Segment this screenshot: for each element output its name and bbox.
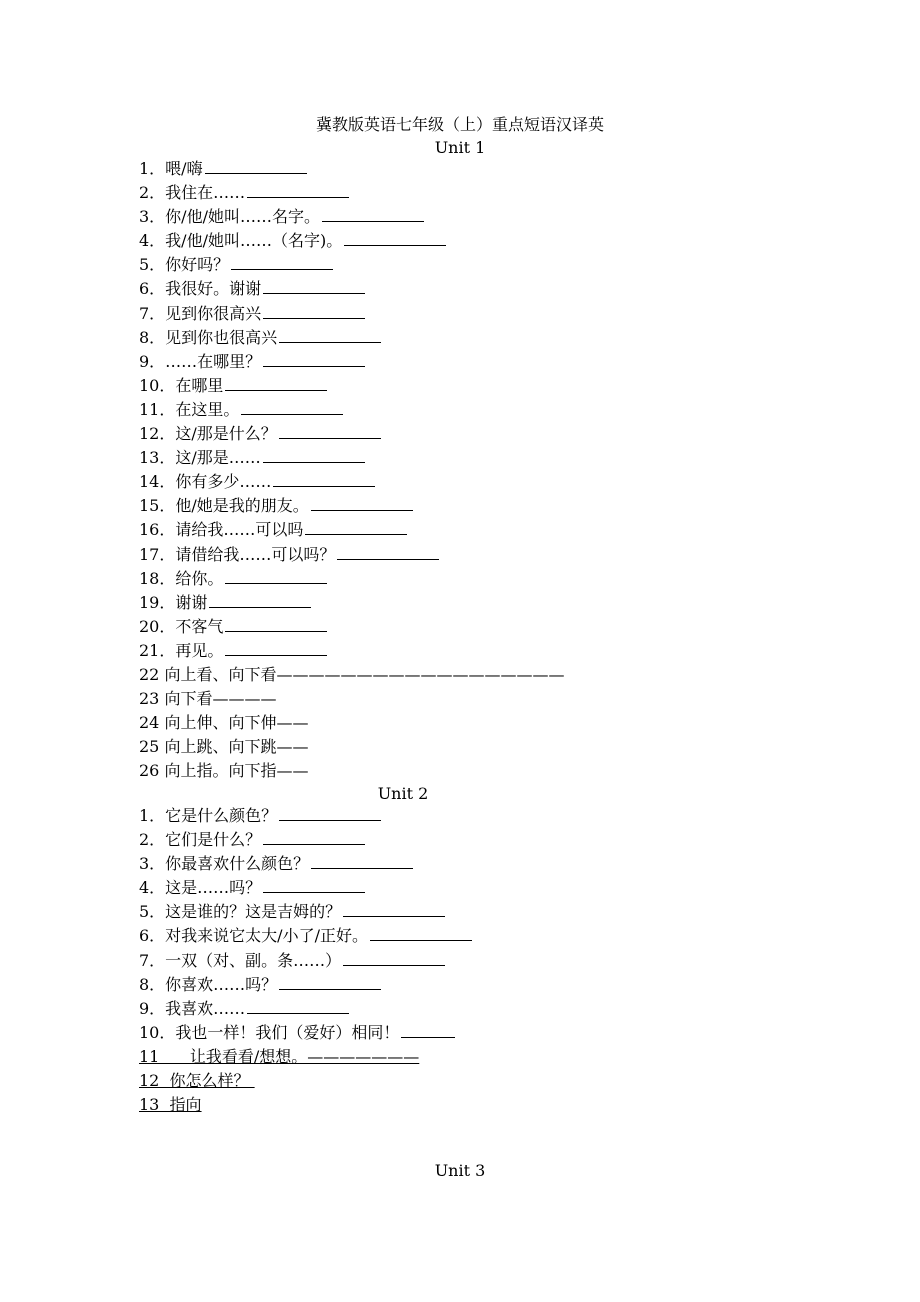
item-text: 5．这是谁的？这是吉姆的？ (139, 902, 342, 922)
answer-blank[interactable] (247, 181, 349, 198)
item-text: 10．在哪里 (139, 375, 224, 395)
list-item (139, 900, 472, 924)
list-item (139, 374, 564, 398)
item-text: 8．你喜欢……吗？ (139, 974, 278, 994)
list-item (139, 852, 472, 876)
answer-blank[interactable] (263, 446, 365, 463)
item-text: 13．这/那是…… (139, 448, 261, 468)
answer-blank[interactable] (225, 639, 327, 656)
list-item (139, 494, 564, 518)
item-text: 23 向下看———— (139, 689, 277, 709)
unit-2-list (139, 804, 472, 1045)
list-item (139, 302, 564, 326)
answer-blank[interactable] (311, 494, 413, 511)
list-item (139, 518, 564, 542)
list-item (139, 997, 472, 1021)
item-text: 5．你好吗？ (139, 255, 230, 275)
answer-blank[interactable] (370, 924, 472, 941)
answer-blank[interactable] (322, 205, 424, 222)
list-item (139, 591, 564, 615)
item-text: 19．谢谢 (139, 592, 208, 612)
answer-blank[interactable] (205, 157, 307, 174)
item-text: 7．一双（对、副。条……） (139, 950, 342, 970)
list-item (139, 711, 564, 735)
item-text: 9．我喜欢…… (139, 998, 246, 1018)
list-item (139, 205, 564, 229)
item-text: 2．它们是什么？ (139, 830, 262, 850)
item-text: 1．它是什么颜色？ (139, 806, 278, 825)
item-text: 1．喂/嗨 (139, 159, 203, 178)
list-item (139, 277, 564, 301)
list-item (139, 543, 564, 567)
item-text: 8．见到你也很高兴 (139, 327, 278, 347)
unit-1-list (139, 157, 564, 783)
item-text: 4．我/他/她叫……（名字)。 (139, 231, 343, 251)
item-text: 14．你有多少…… (139, 472, 272, 492)
list-item (139, 663, 564, 687)
list-item (139, 1045, 419, 1069)
list-item (139, 181, 564, 205)
answer-blank[interactable] (279, 804, 381, 821)
list-item (139, 1021, 472, 1045)
list-item (139, 759, 564, 783)
item-text: 6．我很好。谢谢 (139, 279, 262, 299)
answer-blank[interactable] (263, 828, 365, 845)
answer-blank[interactable] (343, 949, 445, 966)
list-item (139, 398, 564, 422)
item-text: 22 向上看、向下看—————————————————— (139, 664, 565, 684)
item-text: 6．对我来说它太大/小了/正好。 (139, 926, 368, 946)
document-title: 冀教版英语七年级（上）重点短语汉译英 (315, 115, 604, 134)
item-text: 4．这是……吗？ (139, 878, 262, 898)
item-text: 12．这/那是什么？ (139, 424, 277, 444)
answer-blank[interactable] (263, 350, 365, 367)
item-text: 11 让我看看/想想。——————— (139, 1047, 420, 1066)
list-item (139, 350, 564, 374)
item-text: 3．你/他/她叫……名字。 (139, 207, 320, 227)
answer-blank[interactable] (273, 470, 375, 487)
item-text: 18．给你。 (139, 568, 224, 588)
item-text: 17．请借给我……可以吗？ (139, 544, 336, 564)
answer-blank[interactable] (343, 900, 445, 917)
list-item (139, 1069, 419, 1093)
answer-blank[interactable] (279, 422, 381, 439)
unit-2-underlined-list (139, 1045, 419, 1117)
unit-3-heading: Unit 3 (434, 1161, 486, 1180)
answer-blank[interactable] (247, 997, 349, 1014)
list-item (139, 687, 564, 711)
list-item (139, 828, 472, 852)
answer-blank[interactable] (209, 591, 311, 608)
item-text: 25 向上跳、向下跳—— (139, 737, 309, 757)
item-text: 16．请给我……可以吗 (139, 520, 304, 540)
item-text: 12 你怎么样？ (139, 1071, 255, 1091)
item-text: 3．你最喜欢什么颜色？ (139, 854, 310, 874)
list-item (139, 876, 472, 900)
list-item (139, 1093, 419, 1117)
answer-blank[interactable] (263, 302, 365, 319)
item-text: 11．在这里。 (139, 399, 240, 419)
item-text: 13 指向 (139, 1095, 202, 1115)
list-item (139, 157, 564, 181)
item-text: 24 向上伸、向下伸—— (139, 713, 309, 733)
item-text: 10．我也一样！我们（爱好）相同！ (139, 1022, 400, 1042)
answer-blank[interactable] (263, 876, 365, 893)
list-item (139, 326, 564, 350)
answer-blank[interactable] (231, 253, 333, 270)
list-item (139, 253, 564, 277)
list-item (139, 567, 564, 591)
list-item (139, 735, 564, 759)
unit-1-heading: Unit 1 (434, 138, 486, 157)
answer-blank[interactable] (305, 518, 407, 535)
answer-blank[interactable] (225, 374, 327, 391)
answer-blank[interactable] (241, 398, 343, 415)
item-text: 7．见到你很高兴 (139, 303, 262, 323)
list-item (139, 446, 564, 470)
answer-blank[interactable] (279, 326, 381, 343)
list-item (139, 973, 472, 997)
unit-2-heading: Unit 2 (377, 784, 429, 803)
item-text: 26 向上指。向下指—— (139, 761, 309, 781)
answer-blank[interactable] (225, 615, 327, 632)
item-text: 2．我住在…… (139, 183, 246, 203)
answer-blank[interactable] (279, 973, 381, 990)
item-text: 9．……在哪里？ (139, 351, 262, 371)
list-item (139, 615, 564, 639)
answer-blank[interactable] (344, 229, 446, 246)
answer-blank[interactable] (311, 852, 413, 869)
list-item (139, 639, 564, 663)
list-item (139, 924, 472, 948)
item-text: 20．不客气 (139, 616, 224, 636)
answer-blank[interactable] (225, 567, 327, 584)
list-item (139, 422, 564, 446)
list-item (139, 470, 564, 494)
answer-blank[interactable] (401, 1021, 455, 1038)
item-text: 21．再见。 (139, 640, 224, 660)
list-item (139, 229, 564, 253)
answer-blank[interactable] (263, 277, 365, 294)
list-item (139, 804, 472, 828)
item-text: 15．他/她是我的朋友。 (139, 496, 309, 516)
answer-blank[interactable] (337, 543, 439, 560)
list-item (139, 949, 472, 973)
